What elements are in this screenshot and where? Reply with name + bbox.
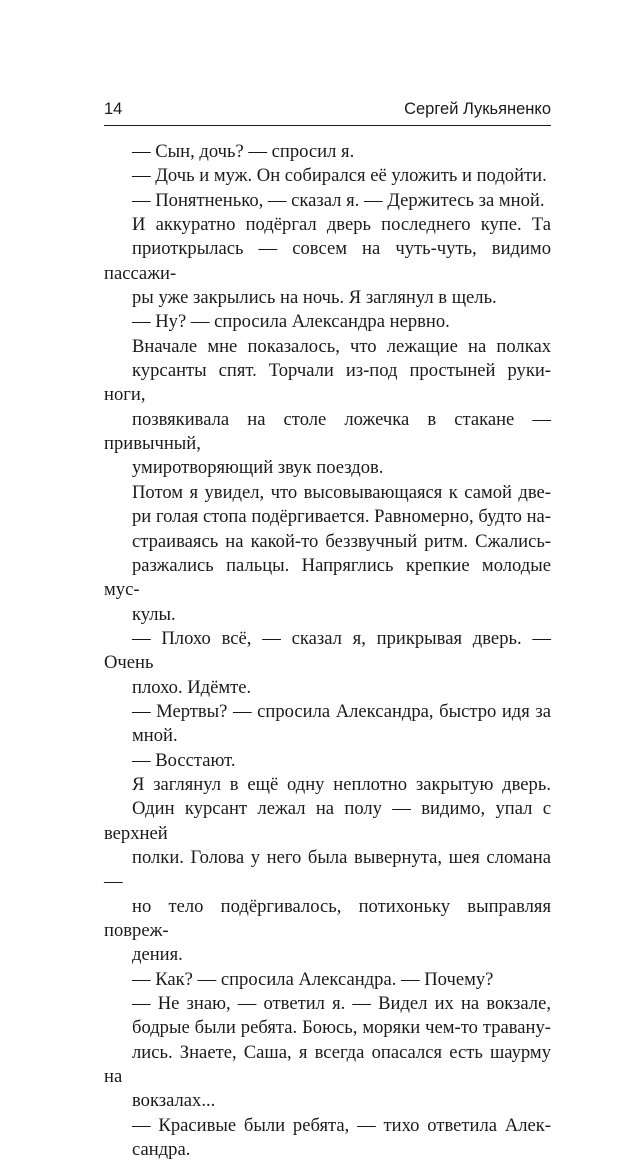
text-line: вокзалах... [132,1090,216,1112]
text-line: Один курсант лежал на полу — видимо, упал с верхней [104,798,551,844]
text-line: но тело подёргивалось, потихоньку выправляя повреж- [104,895,551,941]
text-line: — Дочь и муж. Он собирался её уложить и подойти. [132,165,547,187]
paragraph [104,481,551,627]
paragraph [104,627,551,700]
paragraph [104,189,551,213]
text-line: Вначале мне показалось, что лежащие на полках [132,335,551,357]
paragraph [104,773,551,968]
text-line: приоткрылась — совсем на чуть-чуть, видимо пассажи- [104,238,551,284]
paragraph [104,700,551,749]
text-line: сандра. [132,1139,191,1161]
paragraph [104,213,551,310]
running-head-author: Сергей Лукьяненко [404,100,551,118]
text-line: — Не знаю, — ответил я. — Видел их на вокзале, [132,993,551,1015]
text-line: — Как? — спросила Александра. — Почему? [132,968,494,990]
paragraph [104,749,551,773]
page-number: 14 [104,100,123,118]
text-line: — Красивые были ребята, — тихо ответила Алек- [132,1114,551,1136]
text-line: ри голая стопа подёргивается. Равномерно, будто на- [132,506,551,528]
header-rule [104,125,551,126]
paragraph [104,164,551,188]
paragraph [104,992,551,1114]
text-line: — Мертвы? — спросила Александра, быстро идя за [132,700,551,722]
body-text [104,140,551,1162]
text-line: — Плохо всё, — сказал я, прикрывая дверь. — Очень [104,627,551,674]
text-line: кулы. [132,603,176,625]
text-line: умиротворяющий звук поездов. [132,457,384,479]
text-line: — Восстают. [132,749,236,771]
paragraph [104,1114,551,1162]
text-line: — Понятненько, — сказал я. — Держитесь за мной. [132,189,545,211]
text-line: — Ну? — спросила Александра нервно. [132,311,450,333]
text-line: Я заглянул в ещё одну неплотно закрытую дверь. [132,773,551,795]
text-line: курсанты спят. Торчали из-под простыней руки-ноги, [104,360,551,406]
text-line: плохо. Идёмте. [132,676,252,698]
text-line: мной. [132,725,178,747]
text-line: — Сын, дочь? — спросил я. [132,141,355,162]
text-line: полки. Голова у него была вывернута, шея сломана — [104,846,551,893]
text-line: страиваясь на какой-то беззвучный ритм. Сжались- [132,530,551,552]
paragraph [104,310,551,334]
text-line: дения. [132,944,183,966]
text-line: ры уже закрылись на ночь. Я заглянул в щель. [132,287,497,309]
text-line: И аккуратно подёргал дверь последнего купе. Та [132,214,551,236]
page-header [104,100,551,118]
text-line: лись. Знаете, Саша, я всегда опасался есть шаурму на [104,1041,551,1088]
text-line: бодрые были ребята. Боюсь, моряки чем-то травану- [132,1017,551,1039]
text-line: позвякивала на столе ложечка в стакане — привычный, [104,408,551,455]
text-line: Потом я увидел, что высовывающаяся к самой две- [132,481,551,503]
text-line: разжались пальцы. Напряглись крепкие молодые мус- [104,554,551,601]
paragraph [104,968,551,992]
paragraph [104,140,551,164]
paragraph [104,335,551,481]
